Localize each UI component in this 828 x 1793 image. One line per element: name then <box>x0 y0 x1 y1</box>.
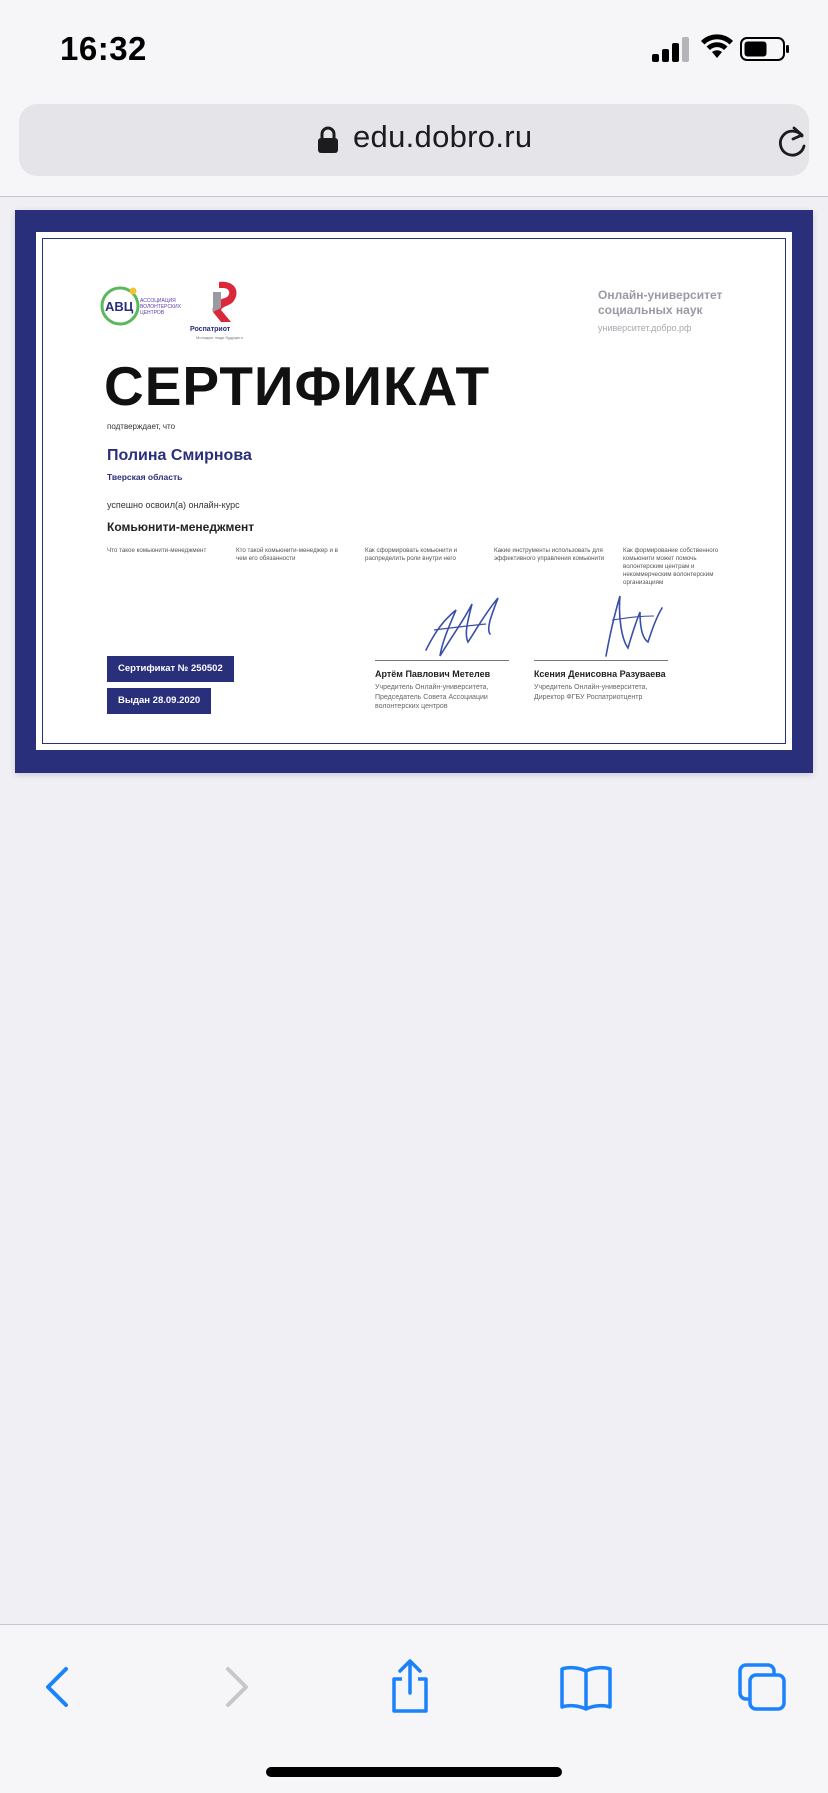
signer-name: Артём Павлович Метелев <box>375 669 491 679</box>
university-title-line1: Онлайн-университет <box>598 288 723 302</box>
university-title <box>598 288 722 318</box>
university-title-line2: социальных наук <box>598 303 703 317</box>
signature-line <box>534 660 668 661</box>
certificate-page <box>36 232 792 750</box>
address-bar-area <box>0 100 828 197</box>
signer-role: Учредитель Онлайн-университета, Директор ФГБУ Роспатриотцентр <box>534 684 648 701</box>
signer-role: Учредитель Онлайн-университета, Председатель Совета Ассоциации волонтерских центров <box>375 684 489 710</box>
tabs-icon[interactable] <box>732 1657 792 1717</box>
university-url: университет.добро.рф <box>598 323 692 333</box>
recipient-region: Тверская область <box>107 472 183 482</box>
completed-text: успешно освоил(а) онлайн-курс <box>107 500 240 510</box>
lock-icon <box>317 126 339 154</box>
share-icon[interactable] <box>380 1657 440 1717</box>
chevron-left-icon[interactable] <box>28 1657 88 1717</box>
certificate-frame <box>15 210 813 773</box>
address-bar[interactable] <box>19 104 809 176</box>
rospatriot-logo-text: Роспатриот <box>190 326 231 333</box>
recipient-name: Полина Смирнова <box>107 447 252 464</box>
avc-logo-text: АВЦ <box>105 299 134 314</box>
url-text[interactable]: edu.dobro.ru <box>353 119 533 154</box>
book-icon[interactable] <box>556 1657 616 1717</box>
course-topic: Что такое комьюнити-менеджмент <box>107 547 207 554</box>
course-topic: Какие инструменты использовать для эффективного управления комьюнити <box>494 547 605 562</box>
wifi-icon <box>700 34 734 60</box>
course-name: Комьюнити-менеджмент <box>107 520 255 534</box>
status-bar <box>0 0 828 100</box>
rospatriot-logo-caption: Молодые люди будущего <box>196 335 243 340</box>
signature-metelev-icon <box>416 590 516 662</box>
certificate-title: СЕРТИФИКАТ <box>104 355 491 417</box>
course-topic: Как формирование собственного комьюнити может помочь волонтерским центрам и некоммерческим волонтерским организациям <box>623 547 719 586</box>
home-indicator <box>266 1767 562 1777</box>
course-topic: Как сформировать комьюнити и распределить роли внутри него <box>365 547 458 562</box>
battery-icon <box>740 36 790 62</box>
signer-name: Ксения Денисовна Разуваева <box>534 669 666 679</box>
signature-razuvaeva-icon <box>592 590 682 662</box>
confirms-text: подтверждает, что <box>107 422 176 431</box>
course-topic: Кто такой комьюнити-менеджер и в чем его обязанности <box>236 547 338 562</box>
reload-icon[interactable] <box>774 122 810 160</box>
avc-logo-caption: АССОЦИАЦИЯ ВОЛОНТЕРСКИХ ЦЕНТРОВ <box>140 298 181 316</box>
cellular-signal-icon <box>652 36 694 62</box>
signature-line <box>375 660 509 661</box>
certificate-number-badge: Сертификат № 250502 <box>107 656 234 682</box>
status-time: 16:32 <box>60 30 147 67</box>
issue-date-badge: Выдан 28.09.2020 <box>107 688 211 714</box>
chevron-right-icon[interactable] <box>206 1657 266 1717</box>
